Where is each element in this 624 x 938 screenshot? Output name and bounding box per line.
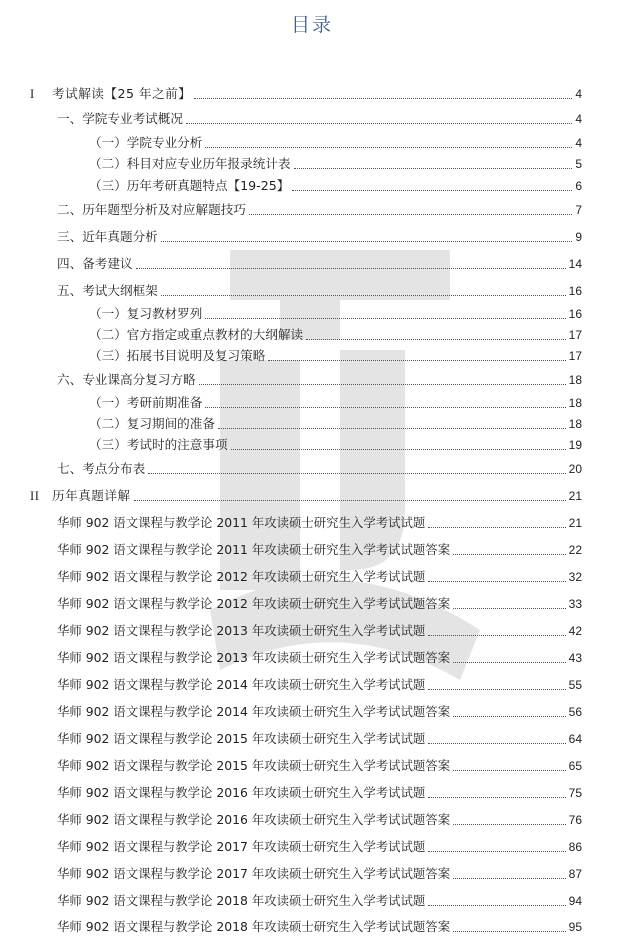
- dot-leader: [205, 318, 565, 319]
- toc-entry[interactable]: [0, 198, 582, 218]
- page-number: 95: [568, 920, 582, 934]
- toc-entry-title: （三）拓展书目说明及复习策略: [89, 348, 266, 363]
- toc-entry-title: （二）科目对应专业历年报录统计表: [89, 156, 291, 171]
- toc-paper-entry[interactable]: [0, 781, 582, 801]
- toc-entry[interactable]: [0, 252, 582, 272]
- toc-entry-title: 四、备考建议: [57, 256, 133, 271]
- page-number: 7: [575, 203, 582, 217]
- dot-leader: [199, 384, 566, 385]
- page-number: 56: [568, 705, 582, 719]
- page-number: 5: [575, 157, 582, 171]
- toc-entry-title: 五、考试大纲框架: [57, 283, 158, 298]
- toc-entry-title: 华师 902 语文课程与教学论 2011 年攻读硕士研究生入学考试试题: [57, 515, 426, 530]
- toc-entry-title: （三）考试时的注意事项: [89, 437, 228, 452]
- toc-paper-entry[interactable]: [0, 727, 582, 747]
- page-number: 18: [568, 417, 582, 431]
- page-number: 75: [568, 786, 582, 800]
- toc-entry-title: 华师 902 语文课程与教学论 2011 年攻读硕士研究生入学考试试题答案: [57, 542, 451, 557]
- page-number: 22: [568, 543, 582, 557]
- toc-paper-entry[interactable]: [0, 511, 582, 531]
- page-number: 76: [568, 813, 582, 827]
- toc-paper-entry[interactable]: [0, 700, 582, 720]
- dot-leader: [428, 743, 565, 744]
- page-number: 4: [575, 136, 582, 150]
- toc-entry[interactable]: [0, 344, 582, 364]
- toc-entry-title: 二、历年题型分析及对应解题技巧: [57, 202, 246, 217]
- dot-leader: [453, 770, 566, 771]
- toc-entry-title: 华师 902 语文课程与教学论 2017 年攻读硕士研究生入学考试试题答案: [57, 866, 451, 881]
- dot-leader: [161, 241, 573, 242]
- page-number: 21: [568, 489, 582, 503]
- dot-leader: [194, 98, 572, 99]
- toc-entry-title: （一）复习教材罗列: [89, 306, 203, 321]
- page-number: 20: [568, 462, 582, 476]
- toc-paper-entry[interactable]: [0, 673, 582, 693]
- page-number: 21: [568, 516, 582, 530]
- dot-leader: [453, 608, 566, 609]
- toc-entry-title: 华师 902 语文课程与教学论 2017 年攻读硕士研究生入学考试试题: [57, 839, 426, 854]
- toc-entry-title: 三、近年真题分析: [57, 229, 158, 244]
- toc-paper-entry[interactable]: [0, 808, 582, 828]
- section-number: I: [30, 87, 35, 101]
- toc-entry-title: 华师 902 语文课程与教学论 2018 年攻读硕士研究生入学考试试题: [57, 893, 426, 908]
- dot-leader: [453, 878, 566, 879]
- dot-leader: [292, 190, 572, 191]
- toc-entry[interactable]: [0, 302, 582, 322]
- dot-leader: [249, 214, 572, 215]
- dot-leader: [148, 473, 565, 474]
- section-title: 考试解读【25 年之前】: [52, 86, 192, 101]
- toc-entry-title: 华师 902 语文课程与教学论 2012 年攻读硕士研究生入学考试试题: [57, 569, 426, 584]
- page-number: 17: [568, 349, 582, 363]
- dot-leader: [205, 407, 565, 408]
- page-number: 17: [568, 328, 582, 342]
- toc-entry[interactable]: [0, 107, 582, 127]
- toc-entry[interactable]: [0, 225, 582, 245]
- toc-section[interactable]: [0, 82, 582, 102]
- dot-leader: [268, 360, 565, 361]
- page-number: 94: [568, 894, 582, 908]
- section-number: II: [30, 489, 40, 503]
- toc-paper-entry[interactable]: [0, 565, 582, 585]
- page-number: 19: [568, 438, 582, 452]
- toc-entry-title: 华师 902 语文课程与教学论 2014 年攻读硕士研究生入学考试试题: [57, 677, 426, 692]
- page-number: 9: [575, 230, 582, 244]
- dot-leader: [428, 527, 565, 528]
- dot-leader: [294, 168, 573, 169]
- toc-entry-title: 一、学院专业考试概况: [57, 111, 183, 126]
- dot-leader: [453, 554, 566, 555]
- toc-entry-title: （一）考研前期准备: [89, 395, 203, 410]
- dot-leader: [428, 905, 565, 906]
- toc-entry[interactable]: [0, 412, 582, 432]
- page-number: 64: [568, 732, 582, 746]
- toc-entry-title: 七、考点分布表: [57, 461, 146, 476]
- toc-entry-title: 华师 902 语文课程与教学论 2012 年攻读硕士研究生入学考试试题答案: [57, 596, 451, 611]
- dot-leader: [218, 428, 566, 429]
- toc-entry[interactable]: [0, 368, 582, 388]
- toc-entry[interactable]: [0, 457, 582, 477]
- toc-entry-title: 华师 902 语文课程与教学论 2014 年攻读硕士研究生入学考试试题答案: [57, 704, 451, 719]
- page-number: 18: [568, 373, 582, 387]
- toc-paper-entry[interactable]: [0, 915, 582, 935]
- dot-leader: [428, 689, 565, 690]
- page-number: 65: [568, 759, 582, 773]
- page-number: 4: [575, 112, 582, 126]
- toc-entry-title: （三）历年考研真题特点【19-25】: [89, 178, 290, 193]
- dot-leader: [453, 716, 566, 717]
- page-number: 16: [568, 307, 582, 321]
- page-number: 6: [575, 179, 582, 193]
- toc-entry-title: 华师 902 语文课程与教学论 2013 年攻读硕士研究生入学考试试题: [57, 623, 426, 638]
- page-number: 87: [568, 867, 582, 881]
- toc-entry[interactable]: [0, 174, 582, 194]
- toc-entry[interactable]: [0, 433, 582, 453]
- page-number: 4: [575, 87, 582, 101]
- toc-entry-title: （二）复习期间的准备: [89, 416, 215, 431]
- toc-entry-title: 六、专业课高分复习方略: [57, 372, 196, 387]
- dot-leader: [186, 123, 572, 124]
- toc-paper-entry[interactable]: [0, 862, 582, 882]
- toc-paper-entry[interactable]: [0, 619, 582, 639]
- toc-entry[interactable]: [0, 323, 582, 343]
- toc-entry[interactable]: [0, 391, 582, 411]
- dot-leader: [428, 797, 565, 798]
- toc-entry-title: 华师 902 语文课程与教学论 2016 年攻读硕士研究生入学考试试题答案: [57, 812, 451, 827]
- dot-leader: [453, 824, 566, 825]
- dot-leader: [136, 268, 566, 269]
- dot-leader: [428, 851, 565, 852]
- dot-leader: [231, 449, 566, 450]
- page-number: 33: [568, 597, 582, 611]
- toc-section[interactable]: [0, 484, 582, 504]
- toc-entry[interactable]: [0, 131, 582, 151]
- dot-leader: [453, 662, 566, 663]
- page-number: 18: [568, 396, 582, 410]
- toc-paper-entry[interactable]: [0, 592, 582, 612]
- toc-entry-title: 华师 902 语文课程与教学论 2018 年攻读硕士研究生入学考试试题答案: [57, 919, 451, 934]
- toc-entry-title: 华师 902 语文课程与教学论 2016 年攻读硕士研究生入学考试试题: [57, 785, 426, 800]
- dot-leader: [428, 581, 565, 582]
- page-number: 32: [568, 570, 582, 584]
- page-number: 43: [568, 651, 582, 665]
- dot-leader: [453, 931, 566, 932]
- toc-entry-title: 华师 902 语文课程与教学论 2015 年攻读硕士研究生入学考试试题答案: [57, 758, 451, 773]
- dot-leader: [205, 147, 572, 148]
- toc-paper-entry[interactable]: [0, 646, 582, 666]
- toc-entry-title: 华师 902 语文课程与教学论 2015 年攻读硕士研究生入学考试试题: [57, 731, 426, 746]
- toc-paper-entry[interactable]: [0, 538, 582, 558]
- page-number: 16: [568, 284, 582, 298]
- page-title: 目录: [290, 14, 333, 36]
- section-title: 历年真题详解: [52, 488, 131, 503]
- toc-entry-title: （二）官方指定或重点教材的大纲解读: [89, 327, 304, 342]
- dot-leader: [161, 295, 566, 296]
- page-number: 14: [568, 257, 582, 271]
- toc-entry-title: （一）学院专业分析: [89, 135, 203, 150]
- dot-leader: [306, 339, 566, 340]
- toc-paper-entry[interactable]: [0, 889, 582, 909]
- page-number: 86: [568, 840, 582, 854]
- page-number: 55: [568, 678, 582, 692]
- toc-paper-entry[interactable]: [0, 835, 582, 855]
- dot-leader: [428, 635, 565, 636]
- toc-entry[interactable]: [0, 152, 582, 172]
- page-number: 42: [568, 624, 582, 638]
- toc-entry[interactable]: [0, 279, 582, 299]
- toc-entry-title: 华师 902 语文课程与教学论 2013 年攻读硕士研究生入学考试试题答案: [57, 650, 451, 665]
- toc-paper-entry[interactable]: [0, 754, 582, 774]
- dot-leader: [134, 500, 566, 501]
